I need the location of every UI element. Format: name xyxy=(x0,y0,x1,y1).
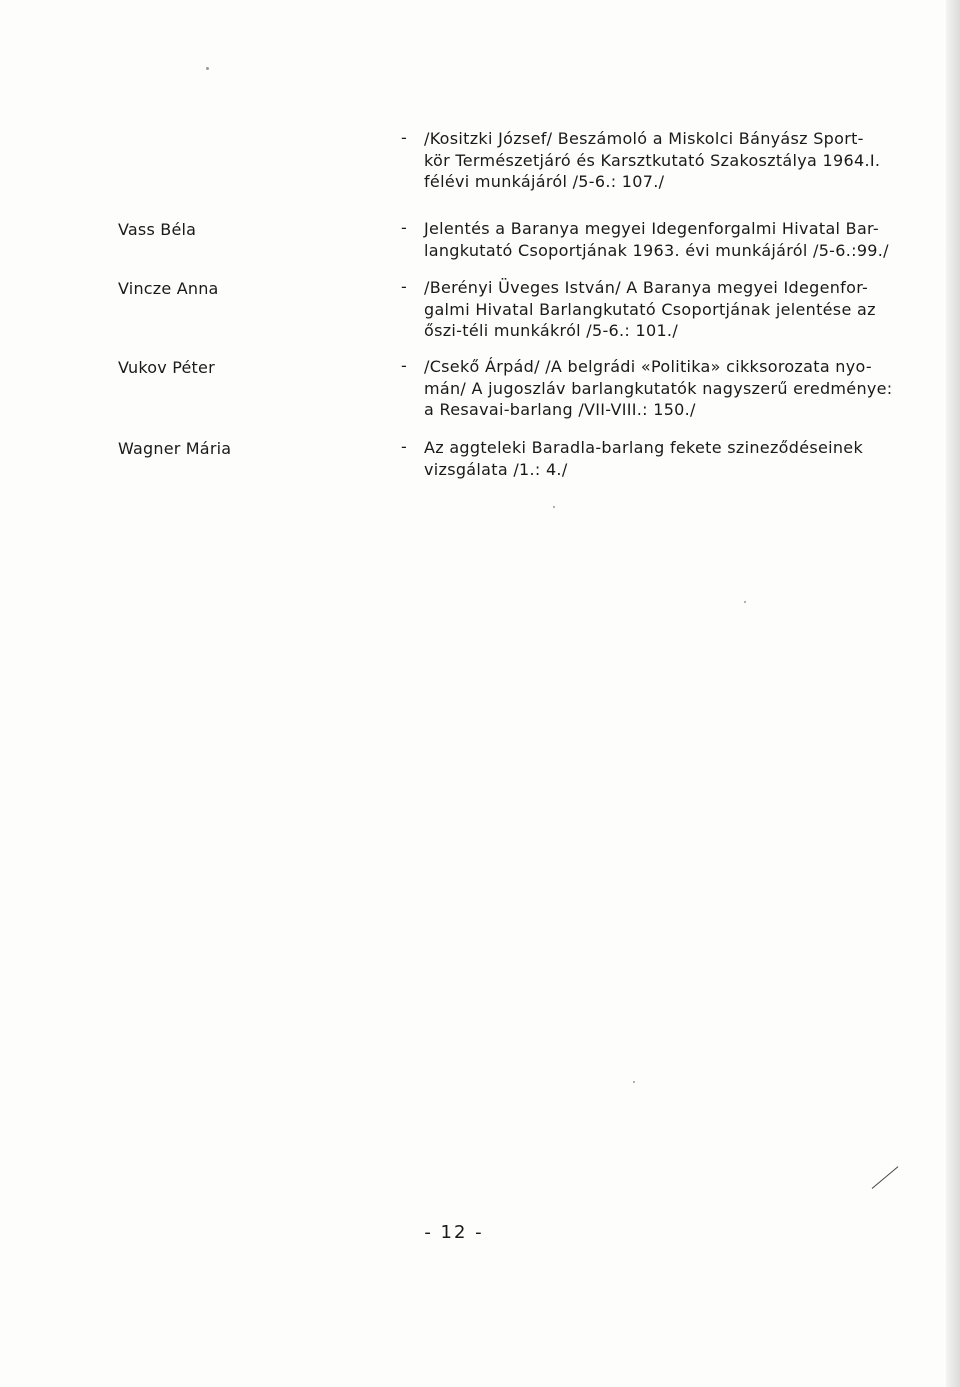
entry-text: /Csekő Árpád/ /A belgrádi «Politika» cikksorozata nyo- mán/ A jugoszláv barlangkutatók nagyszerű eredménye: a Resavai-barlang /VII-VIII.: 150./ xyxy=(424,357,893,419)
scan-edge-shadow xyxy=(946,0,960,1387)
scan-speck xyxy=(553,506,555,508)
entry-author: Vass Béla xyxy=(118,220,197,239)
entry-dash: - xyxy=(401,356,407,375)
scan-speck xyxy=(633,1081,635,1083)
entry-dash: - xyxy=(401,437,407,456)
entry-text: /Kositzki József/ Beszámoló a Miskolci Bányász Sport- kör Természetjáró és Karsztkutató Szakosztálya 1964.I. félévi munkájáról /5-6.: 107./ xyxy=(424,129,881,191)
entry-author: Vukov Péter xyxy=(118,358,215,377)
scan-speck xyxy=(744,601,746,603)
entry-text: /Berényi Üveges István/ A Baranya megyei Idegenfor- galmi Hivatal Barlangkutató Csoportjának jelentése az őszi-téli munkákról /5-6.: 101./ xyxy=(424,278,876,340)
page-number: - 12 - xyxy=(424,1222,484,1243)
entry-text: Az aggteleki Baradla-barlang fekete szineződéseinek vizsgálata /1.: 4./ xyxy=(424,438,864,479)
entry-author: Vincze Anna xyxy=(118,279,219,298)
entry-dash: - xyxy=(401,218,407,237)
scan-pen-mark xyxy=(872,1166,899,1189)
entry-text: Jelentés a Baranya megyei Idegenforgalmi Hivatal Bar- langkutató Csoportjának 1963. évi munkájáról /5-6.:99./ xyxy=(424,219,889,260)
entry-dash: - xyxy=(401,277,407,296)
entry-dash: - xyxy=(401,128,407,147)
scan-speck xyxy=(206,67,209,70)
entry-author: Wagner Mária xyxy=(118,439,232,458)
